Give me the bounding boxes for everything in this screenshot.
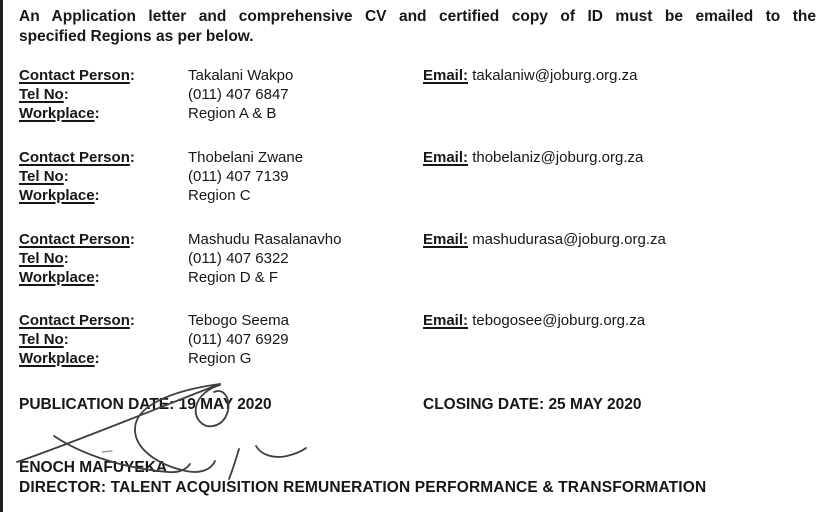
colon: :: [94, 350, 100, 367]
colon: :: [94, 105, 100, 122]
colon: :: [63, 250, 69, 267]
contact-person-value: Mashudu Rasalanavho: [188, 231, 342, 248]
signatory-block: [19, 458, 706, 497]
tel-value: (011) 407 6929: [188, 331, 289, 348]
colon: :: [94, 269, 100, 286]
tel-label-text: Tel No: [19, 250, 64, 267]
intro-paragraph: [19, 7, 816, 46]
signatory-title: DIRECTOR: TALENT ACQUISITION REMUNERATION PERFORMANCE & TRANSFORMATION: [19, 478, 707, 496]
email-label: Email:: [423, 312, 469, 329]
email-row-region-d-f: [423, 230, 666, 249]
tel-row: [19, 249, 341, 268]
tel-label: [19, 85, 188, 104]
colon: :: [129, 312, 135, 329]
signatory-name: ENOCH MAFUYEKA: [19, 459, 168, 476]
email-address: thobelaniz@joburg.org.za: [472, 149, 644, 166]
colon: :: [63, 331, 69, 348]
workplace-label: [19, 186, 188, 205]
contact-person-label: [19, 66, 188, 85]
tel-label: [19, 249, 188, 268]
contact-person-label: [19, 230, 188, 249]
colon: :: [129, 231, 135, 248]
signature-stroke-small-mark: [102, 451, 112, 452]
workplace-value: Region G: [188, 350, 252, 367]
contact-person-row: [19, 66, 293, 85]
publication-date-value: 19 MAY 2020: [178, 396, 272, 413]
publication-date: [19, 395, 272, 414]
workplace-value: Region A & B: [188, 105, 277, 122]
contact-person-row: [19, 148, 303, 167]
workplace-label: [19, 268, 188, 287]
tel-label: [19, 330, 188, 349]
email-address: mashudurasa@joburg.org.za: [472, 231, 666, 248]
workplace-value: Region D & F: [188, 269, 279, 286]
colon: :: [129, 67, 135, 84]
workplace-label-text: Workplace: [19, 269, 95, 286]
email-address: tebogosee@joburg.org.za: [472, 312, 646, 329]
workplace-label: [19, 104, 188, 123]
contact-block-region-a-b: [19, 66, 293, 123]
contact-person-label-text: Contact Person: [19, 312, 130, 329]
closing-date: [423, 395, 642, 414]
scan-edge-artifact: [0, 0, 3, 512]
colon: :: [129, 149, 135, 166]
email-row-region-c: [423, 148, 643, 167]
contact-person-row: [19, 311, 289, 330]
publication-date-label: PUBLICATION DATE:: [19, 396, 175, 413]
email-label: Email:: [423, 67, 469, 84]
workplace-row: [19, 349, 289, 368]
contact-block-region-g: [19, 311, 289, 368]
email-row-region-g: [423, 311, 645, 330]
email-label: Email:: [423, 231, 469, 248]
contact-block-region-d-f: [19, 230, 341, 287]
contact-person-label: [19, 311, 188, 330]
tel-value: (011) 407 6847: [188, 86, 289, 103]
workplace-label-text: Workplace: [19, 187, 95, 204]
tel-label-text: Tel No: [19, 86, 64, 103]
email-label: Email:: [423, 149, 469, 166]
workplace-row: [19, 104, 293, 123]
contact-block-region-c: [19, 148, 303, 205]
contact-person-value: Thobelani Zwane: [188, 149, 304, 166]
workplace-label-text: Workplace: [19, 350, 95, 367]
contact-person-row: [19, 230, 341, 249]
contact-person-label-text: Contact Person: [19, 67, 130, 84]
tel-label-text: Tel No: [19, 168, 64, 185]
contact-person-value: Tebogo Seema: [188, 312, 289, 329]
email-address: takalaniw@joburg.org.za: [472, 67, 638, 84]
contact-person-label-text: Contact Person: [19, 231, 130, 248]
signature-stroke-dash: [256, 446, 306, 457]
tel-value: (011) 407 7139: [188, 168, 289, 185]
workplace-label: [19, 349, 188, 368]
tel-row: [19, 330, 289, 349]
workplace-value: Region C: [188, 187, 251, 204]
tel-row: [19, 167, 303, 186]
tel-label-text: Tel No: [19, 331, 64, 348]
tel-value: (011) 407 6322: [188, 250, 289, 267]
colon: :: [63, 168, 69, 185]
colon: :: [63, 86, 69, 103]
email-row-region-a-b: [423, 66, 638, 85]
intro-line-1: An Application letter and comprehensive CV and certified copy of ID must be emailed to the: [19, 8, 816, 25]
colon: :: [94, 187, 100, 204]
tel-row: [19, 85, 293, 104]
tel-label: [19, 167, 188, 186]
workplace-row: [19, 186, 303, 205]
workplace-row: [19, 268, 341, 287]
contact-person-label-text: Contact Person: [19, 149, 130, 166]
contact-person-label: [19, 148, 188, 167]
intro-line-2: specified Regions as per below.: [19, 27, 254, 45]
closing-date-value: 25 MAY 2020: [548, 396, 642, 413]
contact-person-value: Takalani Wakpo: [188, 67, 294, 84]
closing-date-label: CLOSING DATE:: [423, 396, 545, 413]
workplace-label-text: Workplace: [19, 105, 95, 122]
